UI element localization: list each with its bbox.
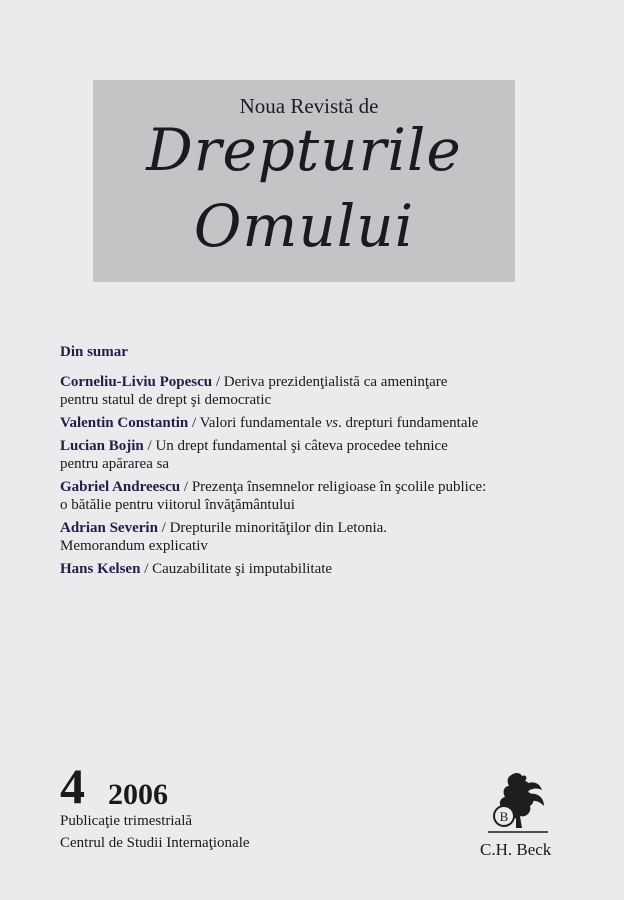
entry-title: Drepturile minorităţilor din Letonia. <box>169 520 388 536</box>
masthead-title-line1: Drepturile <box>146 116 462 184</box>
publishing-institution: Centrul de Studii Internaţionale <box>60 835 250 851</box>
entry-author: Lucian Bojin <box>60 438 144 454</box>
entry-title-continued: pentru statul de drept şi democratic <box>60 392 272 408</box>
summary-heading: Din sumar <box>60 344 128 360</box>
entry-author: Hans Kelsen <box>60 561 141 577</box>
entry-title: Deriva prezidenţialistă ca ameninţare <box>223 374 448 390</box>
entry-separator: / <box>157 520 170 536</box>
masthead-box <box>93 80 515 282</box>
masthead-subtitle: Noua Revistă de <box>239 94 379 118</box>
issue-number: 4 <box>60 758 85 814</box>
entry-title-continued: Memorandum explicativ <box>60 538 208 554</box>
summary-entry <box>60 414 600 432</box>
entry-title-italic: vs <box>325 415 338 431</box>
publisher-block <box>470 770 580 870</box>
publisher-name: C.H. Beck <box>480 840 552 859</box>
summary-entry <box>60 560 600 578</box>
entry-title: Un drept fundamental şi câteva procedee tehnice <box>155 438 448 454</box>
entry-author: Valentin Constantin <box>60 415 189 431</box>
entry-title: Cauzabilitate şi imputabilitate <box>152 561 333 577</box>
entry-separator: / <box>188 415 200 431</box>
masthead-title-line2: Omului <box>193 192 415 260</box>
issue-year: 2006 <box>108 778 168 811</box>
entry-title-end: . drepturi fundamentale <box>337 415 479 431</box>
entry-title-continued: o bătălie pentru viitorul învăţământului <box>60 497 295 513</box>
entry-author: Adrian Severin <box>60 520 158 536</box>
entry-author: Corneliu-Liviu Popescu <box>60 374 213 390</box>
logo-letter: B <box>499 809 509 824</box>
entry-title-continued: pentru apărarea sa <box>60 456 170 472</box>
summary-entry <box>60 437 600 473</box>
entry-separator: / <box>212 374 224 390</box>
entry-author: Gabriel Andreescu <box>60 479 181 495</box>
entry-separator: / <box>143 438 156 454</box>
summary-entry <box>60 519 600 555</box>
griffin-logo-icon <box>482 770 552 836</box>
entry-title: Prezenţa însemnelor religioase în şcolile publice: <box>191 479 487 495</box>
contents-summary <box>60 344 600 583</box>
entry-separator: / <box>180 479 192 495</box>
publication-frequency: Publicaţie trimestrială <box>60 813 193 829</box>
entry-title: Valori fundamentale <box>199 415 326 431</box>
entry-separator: / <box>140 561 153 577</box>
summary-entry <box>60 373 600 409</box>
summary-entry <box>60 478 600 514</box>
